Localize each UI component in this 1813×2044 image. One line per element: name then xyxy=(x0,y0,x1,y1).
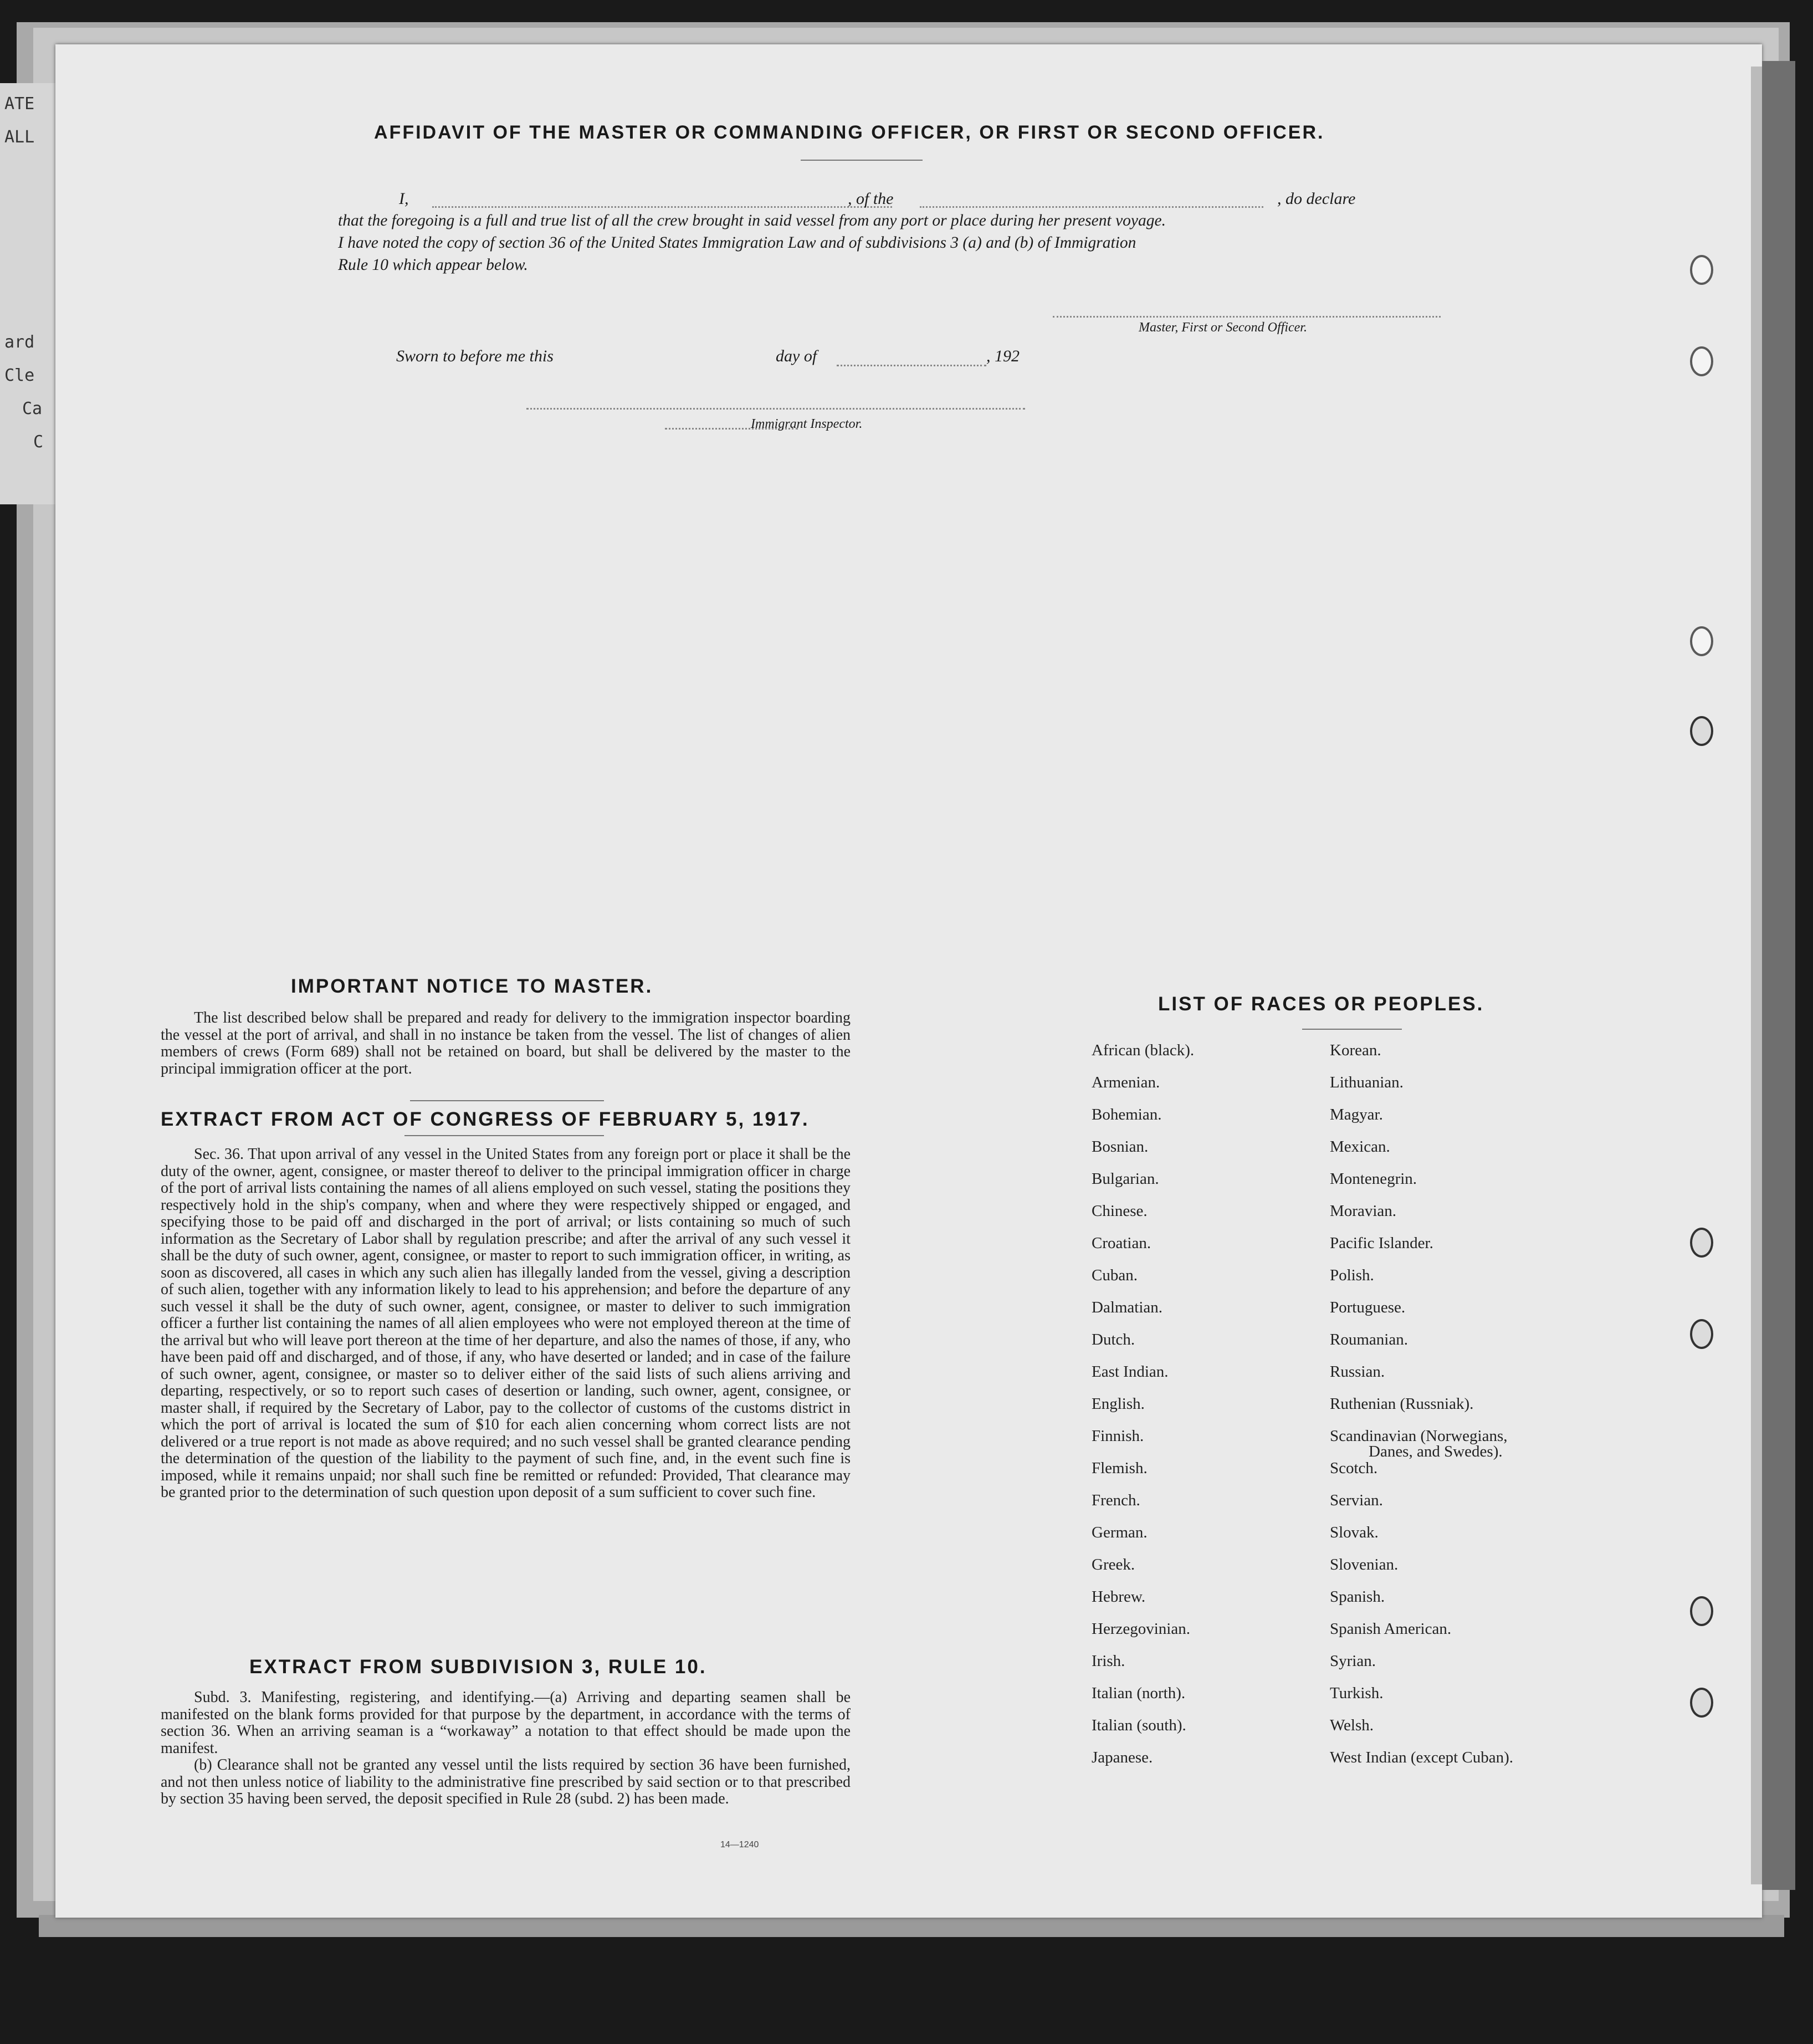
race-item: Lithuanian. xyxy=(1330,1074,1404,1091)
race-item: Danes, and Swedes). xyxy=(1369,1443,1503,1460)
race-item: English. xyxy=(1092,1395,1145,1413)
race-item: Chinese. xyxy=(1092,1202,1148,1220)
race-item: East Indian. xyxy=(1092,1363,1169,1381)
race-item: Irish. xyxy=(1092,1652,1125,1670)
race-item: Russian. xyxy=(1330,1363,1385,1381)
name-blank[interactable] xyxy=(432,206,892,208)
race-item: Greek. xyxy=(1092,1556,1135,1573)
affidavit-declare: , do declare xyxy=(1277,190,1356,208)
race-item: Magyar. xyxy=(1330,1106,1383,1123)
year-label: , 192 xyxy=(986,347,1020,365)
race-item: African (black). xyxy=(1092,1041,1195,1059)
race-item: Ruthenian (Russniak). xyxy=(1330,1395,1474,1413)
document-page xyxy=(55,44,1762,1918)
side-tab: C xyxy=(33,432,44,452)
race-item: Bosnian. xyxy=(1092,1138,1149,1156)
race-item: French. xyxy=(1092,1491,1140,1509)
race-item: Japanese. xyxy=(1092,1749,1153,1766)
rule-text-a: Subd. 3. Manifesting, registering, and identifying.—(a) Arriving and departing seamen shall be manifested on the blank forms provided for that purpose by the department, in accordance with the terms of section 36. When an arriving seaman is a “workaway” a notation to that effect should be made upon the manifest. xyxy=(161,1689,851,1757)
race-item: Dalmatian. xyxy=(1092,1299,1163,1316)
side-tab: ATE xyxy=(4,94,35,114)
race-item: Cuban. xyxy=(1092,1266,1138,1284)
race-item: Spanish American. xyxy=(1330,1620,1452,1638)
race-item: Montenegrin. xyxy=(1330,1170,1417,1188)
race-item: Servian. xyxy=(1330,1491,1383,1509)
race-item: Welsh. xyxy=(1330,1716,1374,1734)
notice-text: The list described below shall be prepared and ready for delivery to the immigration inspector boarding the vessel at the port of arrival, and shall in no instance be taken from the vessel. The list of changes of alien members of crews (Form 689) shall not be retained on board, but shall be delivered by the master to the principal immigration officer at the port. xyxy=(161,1009,851,1077)
race-item: Hebrew. xyxy=(1092,1588,1146,1606)
race-item: Syrian. xyxy=(1330,1652,1376,1670)
divider xyxy=(410,1100,604,1101)
notice-title: IMPORTANT NOTICE TO MASTER. xyxy=(291,975,653,997)
inspector-signature-line[interactable] xyxy=(526,408,1025,410)
race-item: Korean. xyxy=(1330,1041,1381,1059)
punch-hole xyxy=(1690,346,1713,376)
punch-hole xyxy=(1690,1319,1713,1349)
race-item: West Indian (except Cuban). xyxy=(1330,1749,1514,1766)
binder-edge xyxy=(1762,61,1795,1890)
race-item: Spanish. xyxy=(1330,1588,1385,1606)
rule-title: EXTRACT FROM SUBDIVISION 3, RULE 10. xyxy=(249,1656,707,1678)
race-item: Croatian. xyxy=(1092,1234,1151,1252)
race-item: Scandinavian (Norwegians, xyxy=(1330,1427,1508,1445)
side-tab: ALL xyxy=(4,127,35,147)
act-text: Sec. 36. That upon arrival of any vessel in the United States from any foreign port or place it shall be the duty of the owner, agent, consignee, or master thereof to deliver to the principal immigration officer in charge of the port of arrival lists containing the names of all aliens employed on such vessel, stating the positions they respectively hold in the ship's company, when and where they were respectively shipped or engaged, and specifying those to be paid off and discharged in the port of arrival; or lists containing so much of such information as the Secretary of Labor shall by regulation prescribe; and after the arrival of any such vessel it shall be the duty of such owner, agent, consignee, or master to report to such immigration officer, in writing, as soon as discovered, all cases in which any such alien has illegally landed from the vessel, giving a description of such alien, together with any information likely to lead to his apprehension; and before the departure of any such vessel it shall be the duty of such owner, agent, consignee, or master to deliver to such immigration officer a further list containing the names of all alien employees who were not employed thereon at the time of the arrival but who will leave port thereon at the time of her departure, and also the names of those, if any, who have been paid off and discharged, and of those, if any, who have deserted or landed; and in case of the failure of such owner, agent, consignee, or master so to deliver either of the said lists of such aliens arriving and departing, respectively, or so to report such cases of desertion or landing, such owner, agent, consignee, or master shall, if required by the Secretary of Labor, pay to the collector of customs of the customs district in which the port of arrival is located the sum of $10 for each alien concerning whom correct lists are not delivered or a true report is not made as above required; and no such vessel shall be granted clearance pending the determination of the question of the liability to the payment of such fine, and, in the event such fine is imposed, while it remains unpaid; nor shall such fine be remitted or refunded: Provided, That clearance may be granted prior to the determination of such question upon deposit of a sum sufficient to cover such fine. xyxy=(161,1146,851,1501)
race-item: Mexican. xyxy=(1330,1138,1390,1156)
vessel-blank[interactable] xyxy=(920,206,1263,208)
race-item: Dutch. xyxy=(1092,1331,1135,1348)
affidavit-line-2: that the foregoing is a full and true list of all the crew brought in said vessel from any port or place during her present voyage. xyxy=(338,212,1166,229)
race-item: Finnish. xyxy=(1092,1427,1144,1445)
punch-hole xyxy=(1690,1688,1713,1718)
form-number: 14—1240 xyxy=(720,1840,759,1849)
affidavit-i: I, xyxy=(399,190,409,208)
punch-hole xyxy=(1690,1596,1713,1626)
left-strip-sheet xyxy=(0,83,61,504)
race-item: Roumanian. xyxy=(1330,1331,1408,1348)
affidavit-line-3: I have noted the copy of section 36 of the United States Immigration Law and of subdivisions 3 (a) and (b) of Immigration xyxy=(338,234,1136,252)
master-signature-line[interactable] xyxy=(1053,316,1441,318)
race-item: Armenian. xyxy=(1092,1074,1160,1091)
notice-paragraph xyxy=(161,1010,851,1077)
side-tab: ard xyxy=(4,333,35,352)
sworn-label: Sworn to before me this xyxy=(396,347,554,365)
divider xyxy=(801,160,923,161)
divider xyxy=(1302,1029,1402,1030)
rule-text-b: (b) Clearance shall not be granted any vessel until the lists required by section 36 have been furnished, and not then unless notice of liability to the administrative fine prescribed by said section or to that prescribed by section 35 having been served, the deposit specified in Rule 28 (subd. 2) has been made. xyxy=(161,1756,851,1807)
race-item: Herzegovinian. xyxy=(1092,1620,1190,1638)
race-item: Polish. xyxy=(1330,1266,1374,1284)
punch-hole xyxy=(1690,626,1713,656)
race-item: Slovenian. xyxy=(1330,1556,1399,1573)
master-signature-label: Master, First or Second Officer. xyxy=(1139,320,1307,335)
side-tab: Ca xyxy=(22,399,43,418)
punch-hole xyxy=(1690,255,1713,285)
race-item: Italian (north). xyxy=(1092,1684,1186,1702)
day-of-label: day of xyxy=(776,347,817,365)
race-item: Bulgarian. xyxy=(1092,1170,1159,1188)
rule-paragraph xyxy=(161,1689,851,1808)
act-title: EXTRACT FROM ACT OF CONGRESS OF FEBRUARY 5, 1917. xyxy=(161,1108,810,1130)
race-item: Flemish. xyxy=(1092,1459,1148,1477)
race-item: Moravian. xyxy=(1330,1202,1396,1220)
act-paragraph xyxy=(161,1146,851,1501)
punch-hole xyxy=(1690,1228,1713,1258)
race-item: Turkish. xyxy=(1330,1684,1384,1702)
race-item: Scotch. xyxy=(1330,1459,1378,1477)
side-tab: Cle xyxy=(4,366,35,385)
affidavit-title: AFFIDAVIT OF THE MASTER OR COMMANDING OFFICER, OR FIRST OR SECOND OFFICER. xyxy=(374,122,1325,143)
page-bottom-edge xyxy=(39,1915,1784,1937)
race-item: Slovak. xyxy=(1330,1524,1379,1541)
race-item: Portuguese. xyxy=(1330,1299,1406,1316)
inspector-signature-label: Immigrant Inspector. xyxy=(751,417,863,431)
punch-hole xyxy=(1690,716,1713,746)
race-item: German. xyxy=(1092,1524,1148,1541)
affidavit-of-the: , of the xyxy=(848,190,894,208)
divider xyxy=(404,1135,604,1136)
month-blank[interactable] xyxy=(837,365,986,366)
races-title: LIST OF RACES OR PEOPLES. xyxy=(1158,993,1484,1015)
affidavit-line-4: Rule 10 which appear below. xyxy=(338,256,528,274)
race-item: Pacific Islander. xyxy=(1330,1234,1433,1252)
race-item: Italian (south). xyxy=(1092,1716,1186,1734)
race-item: Bohemian. xyxy=(1092,1106,1162,1123)
